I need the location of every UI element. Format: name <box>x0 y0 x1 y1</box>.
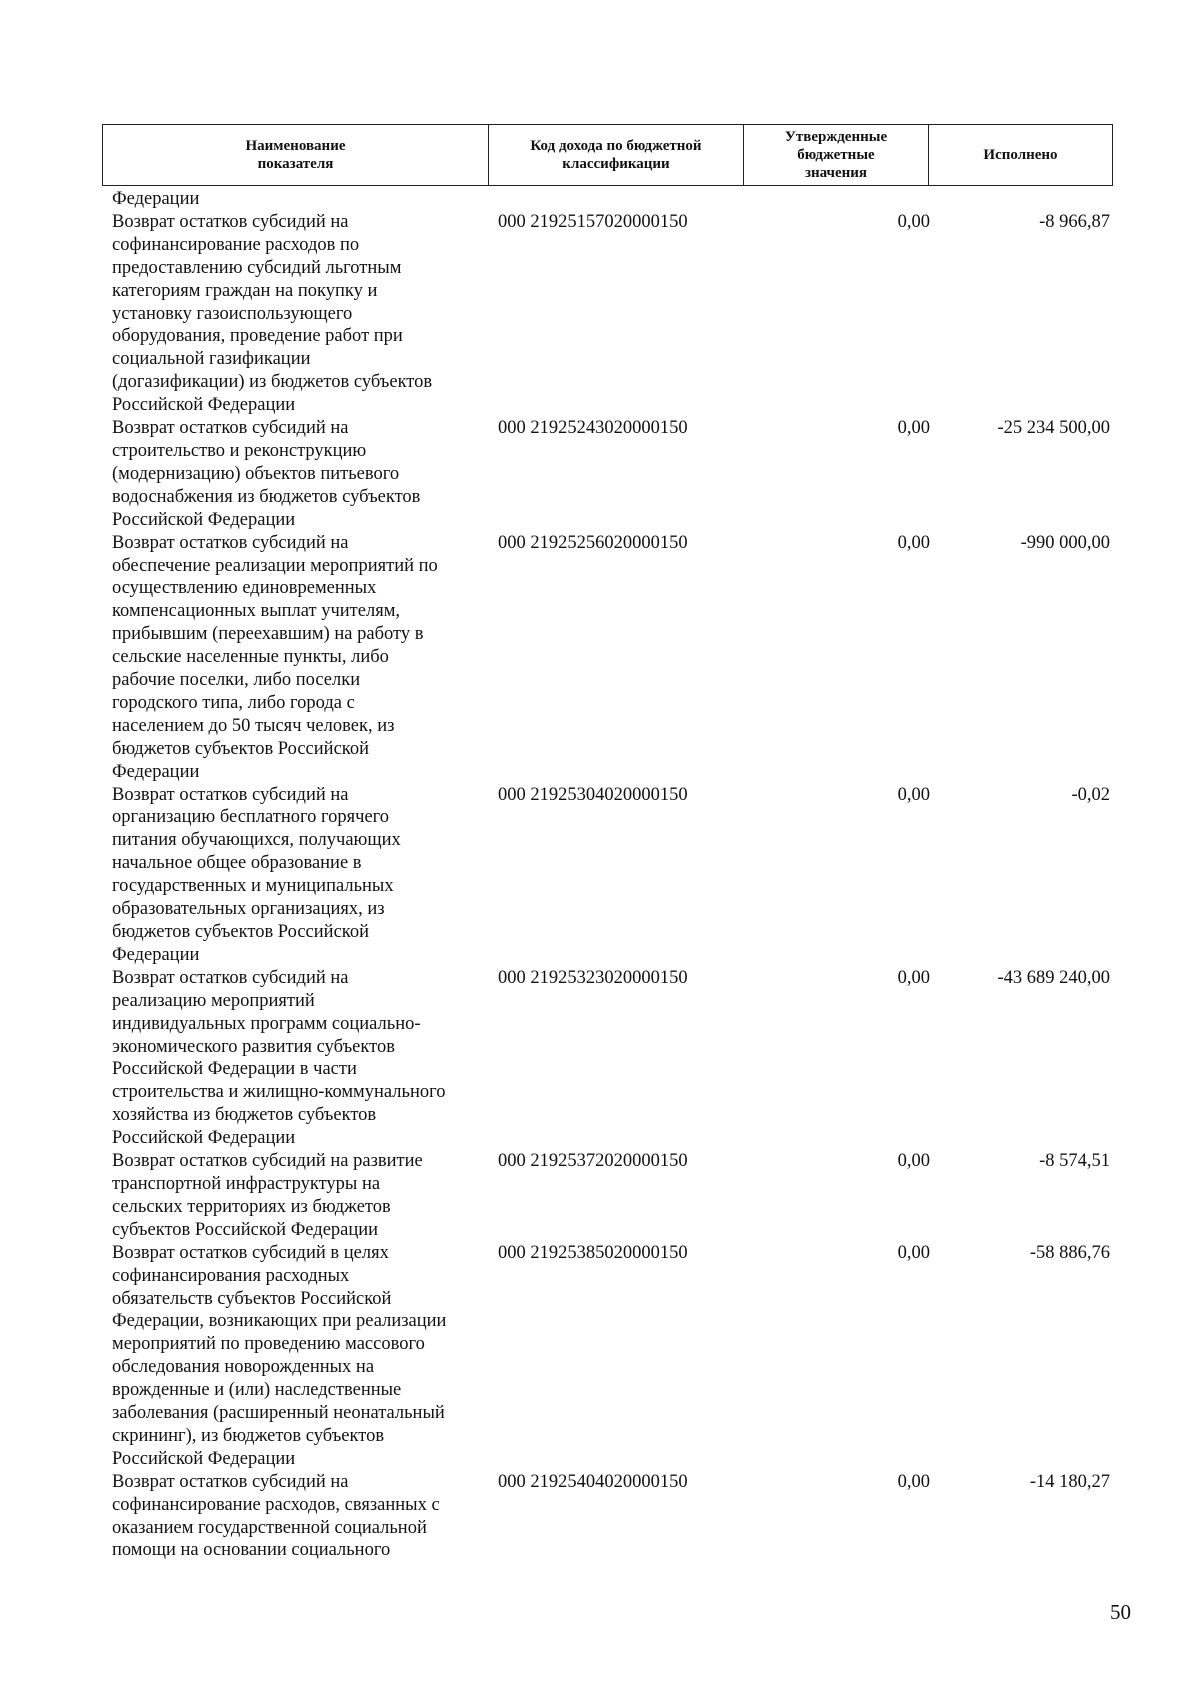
row-approved: 0,00 <box>897 784 930 805</box>
row-executed: -0,02 <box>1071 784 1110 805</box>
table-row <box>112 1471 1112 1563</box>
row-approved: 0,00 <box>897 1242 930 1263</box>
row-approved: 0,00 <box>897 1471 930 1492</box>
table-row <box>112 784 1112 967</box>
row-name: Возврат остатков субсидий на строительство и реконструкцию (модернизацию) объектов питьевого водоснабжения из бюджетов субъектов Российской Федерации <box>112 418 421 530</box>
row-code: 000 21925243020000150 <box>498 418 688 439</box>
row-executed: -8 574,51 <box>1039 1151 1110 1172</box>
row-executed: -990 000,00 <box>1020 532 1110 553</box>
header-name: Наименование показателя <box>103 125 489 185</box>
table-row <box>112 417 1112 532</box>
row-name: Возврат остатков субсидий на развитие транспортной инфраструктуры на сельских территориях из бюджетов субъектов Российской Федерации <box>112 1151 423 1240</box>
row-executed: -58 886,76 <box>1029 1242 1110 1263</box>
row-code: 000 21925304020000150 <box>498 784 688 805</box>
table-row <box>112 211 1112 417</box>
row-code: 000 21925385020000150 <box>498 1242 688 1263</box>
row-name: Возврат остатков субсидий на софинансирование расходов по предоставлению субсидий льготным категориям граждан на покупку и установку газоиспользующего оборудования, проведение работ при социальной газификации (догазификации) из бюджетов субъектов Российской Федерации <box>112 211 433 416</box>
header-code: Код дохода по бюджетной классификации <box>489 125 744 185</box>
row-executed: -14 180,27 <box>1029 1471 1110 1492</box>
row-code: 000 21925323020000150 <box>498 967 688 988</box>
table-row <box>112 1150 1112 1242</box>
row-approved: 0,00 <box>897 418 930 439</box>
table-row <box>112 1242 1112 1471</box>
page-number: 50 <box>1110 1600 1131 1624</box>
table-row <box>112 967 1112 1150</box>
row-executed: -25 234 500,00 <box>997 418 1110 439</box>
row-name: Возврат остатков субсидий на организацию бесплатного горячего питания обучающихся, получающих начальное общее образование в государственных и муниципальных образовательных организациях, из бюджетов субъектов Российской Федерации <box>112 784 401 965</box>
row-approved: 0,00 <box>897 532 930 553</box>
row-executed: -8 966,87 <box>1039 211 1110 232</box>
continuation-text: Федерации <box>112 189 200 209</box>
table-header <box>102 124 1113 186</box>
row-name: Возврат остатков субсидий на софинансирование расходов, связанных с оказанием государственной социальной помощи на основании социального <box>112 1471 440 1561</box>
row-code: 000 21925372020000150 <box>498 1151 688 1172</box>
row-approved: 0,00 <box>897 1151 930 1172</box>
row-approved: 0,00 <box>897 211 930 232</box>
table-body <box>112 188 1112 1562</box>
row-name: Возврат остатков субсидий на реализацию мероприятий индивидуальных программ социально- экономического развития субъектов Российской Федерации в части строительства и жилищно-коммунального хозяйства из бюджетов субъектов Российской Федерации <box>112 967 446 1149</box>
row-approved: 0,00 <box>897 967 930 988</box>
header-executed: Исполнено <box>983 147 1058 163</box>
row-executed: -43 689 240,00 <box>997 967 1110 988</box>
row-name: Возврат остатков субсидий на обеспечение реализации мероприятий по осуществлению единовременных компенсационных выплат учителям, прибывшим (переехавшим) на работу в сельские населенные пункты, либо рабочие поселки, либо поселки городского типа, либо города с населением до 50 тысяч человек, из бюджетов субъектов Российской Федерации <box>112 532 438 782</box>
row-code: 000 21925157020000150 <box>498 211 688 232</box>
row-code: 000 21925404020000150 <box>498 1471 688 1492</box>
row-code: 000 21925256020000150 <box>498 532 688 553</box>
row-name: Возврат остатков субсидий в целях софинансирования расходных обязательств субъектов Российской Федерации, возникающих при реализации мероприятий по проведению массового обследования новорожденных на врожденные и (или) наследственные заболевания (расширенный неонатальный скрининг), из бюджетов субъектов Российской Федерации <box>112 1242 447 1469</box>
header-approved: Утвержденные бюджетные значения <box>744 125 929 185</box>
table-row <box>112 532 1112 784</box>
